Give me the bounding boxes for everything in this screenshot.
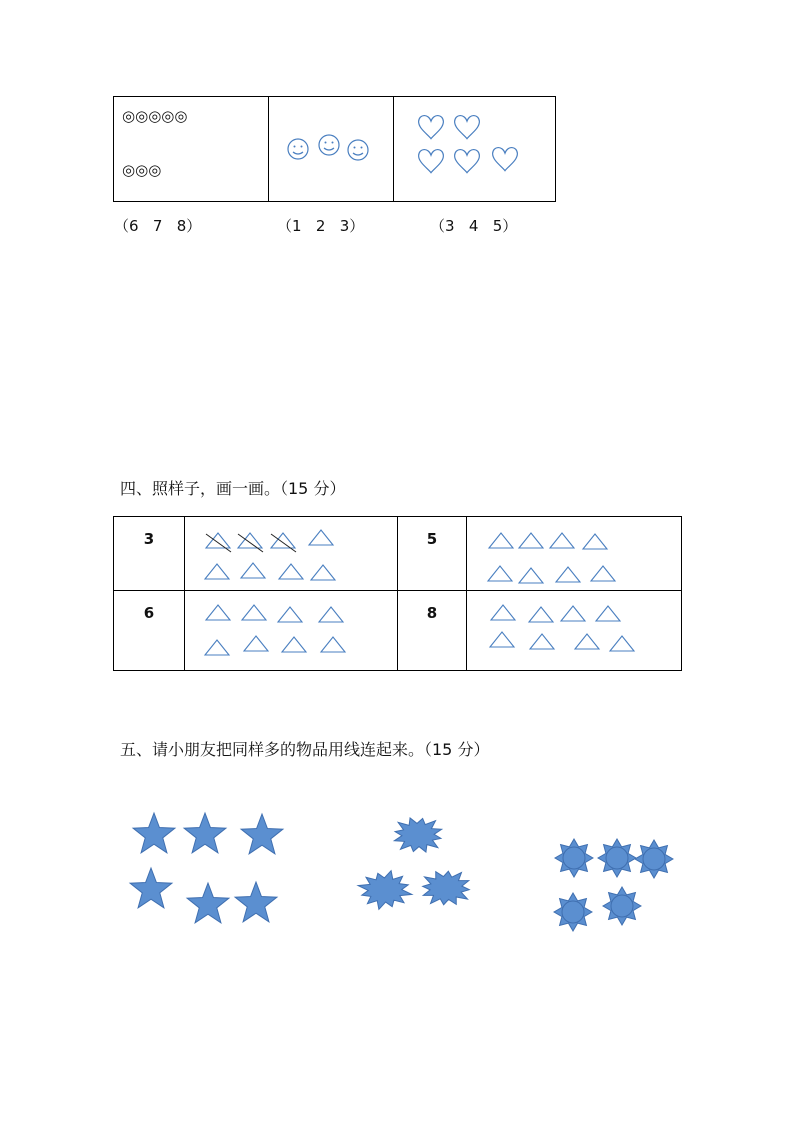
triangle-icon: [490, 632, 514, 647]
triangle-icon: [488, 566, 512, 581]
triangle-icon: [575, 634, 599, 649]
heart-icon: [455, 150, 480, 173]
triangle-icon: [519, 533, 543, 548]
choices-group-3: （3 4 5）: [430, 217, 518, 235]
star-icon: [241, 814, 283, 854]
choices-group-2: （1 2 3）: [277, 217, 365, 235]
heart-icon: [455, 116, 480, 139]
ring-icon: ◎: [122, 161, 136, 179]
ring-icon: ◎: [148, 161, 162, 179]
burst-icon: [358, 871, 412, 910]
triangle-icon: [491, 605, 515, 620]
burst-icon: [423, 871, 470, 905]
triangle-icon: [583, 534, 607, 549]
sun-icon: [635, 840, 673, 878]
star-icon: [235, 882, 277, 922]
triangle-icon: [489, 533, 513, 548]
sun-icon: [555, 839, 593, 877]
triangle-icon: [279, 564, 303, 579]
ring-icon: ◎: [122, 107, 136, 125]
cell-number: 6: [143, 604, 155, 622]
triangle-icon: [596, 606, 620, 621]
star-icon: [187, 883, 229, 923]
cell-number: 3: [143, 530, 155, 548]
triangle-icon: [244, 636, 268, 651]
ring-icon: ◎: [174, 107, 188, 125]
star-icon: [184, 813, 226, 853]
star-icon: [133, 813, 175, 853]
choices-group-1: （6 7 8）: [114, 217, 202, 235]
triangle-icon: [205, 640, 229, 655]
ring-icon: ◎: [135, 107, 149, 125]
triangle-icon: [591, 566, 615, 581]
triangle-icon: [282, 637, 306, 652]
triangle-icon: [311, 565, 335, 580]
section-4-heading: 四、照样子，画一画。（15 分）: [120, 479, 346, 498]
triangle-icon: [271, 533, 295, 548]
triangle-icon: [561, 606, 585, 621]
smiley-icon: [319, 135, 339, 155]
triangle-icon: [519, 568, 543, 583]
triangle-icon: [206, 605, 230, 620]
triangle-icon: [278, 607, 302, 622]
triangle-icon: [238, 533, 262, 548]
triangle-icon: [530, 634, 554, 649]
triangle-icon: [610, 636, 634, 651]
smiley-icon: [348, 140, 368, 160]
heart-icon: [419, 150, 444, 173]
sun-icon: [598, 839, 636, 877]
triangle-icon: [309, 530, 333, 545]
ring-icon: ◎: [135, 161, 149, 179]
burst-icon: [394, 818, 441, 852]
cell-number: 5: [426, 530, 438, 548]
triangle-icon: [206, 533, 230, 548]
triangle-icon: [241, 563, 265, 578]
triangle-icon: [550, 533, 574, 548]
cell-number: 8: [426, 604, 438, 622]
triangle-icon: [529, 607, 553, 622]
sun-icon: [554, 893, 592, 931]
triangle-icon: [205, 564, 229, 579]
triangle-icon: [319, 607, 343, 622]
star-icon: [130, 868, 172, 908]
heart-icon: [493, 148, 518, 171]
section-5-heading: 五、请小朋友把同样多的物品用线连起来。（15 分）: [120, 740, 490, 759]
triangle-icon: [242, 605, 266, 620]
sun-icon: [603, 887, 641, 925]
triangle-icon: [556, 567, 580, 582]
ring-icon: ◎: [161, 107, 175, 125]
heart-icon: [419, 116, 444, 139]
triangle-icon: [321, 637, 345, 652]
ring-icon: ◎: [148, 107, 162, 125]
smiley-icon: [288, 139, 308, 159]
